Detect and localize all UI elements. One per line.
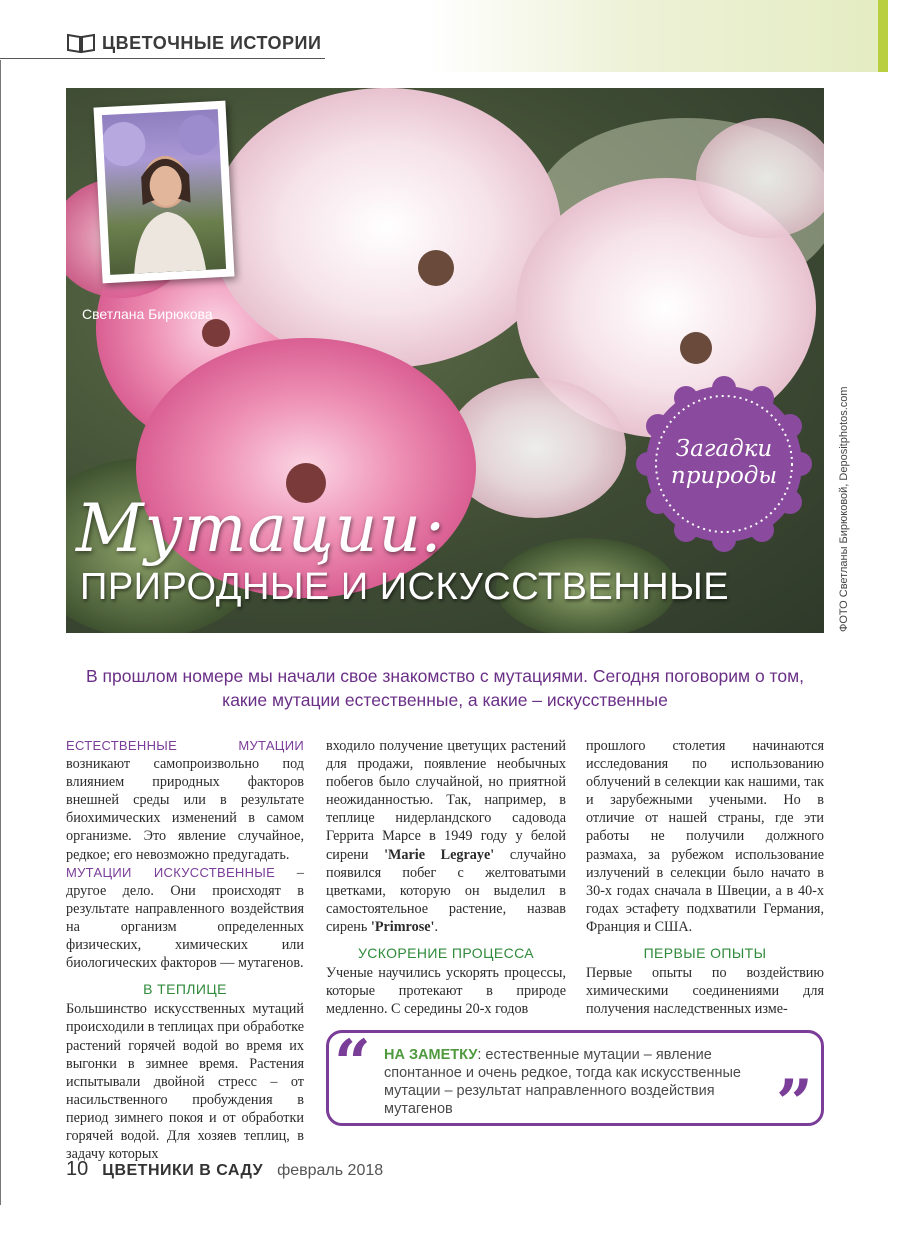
text: – другое дело. Они происходят в результате направленного воздействия на организм определенных физических, химических или биологических факторов — мутагенов. (66, 864, 305, 972)
lead-paragraph: В прошлом номере мы начали свое знакомство с мутациями. Сегодня поговорим о том, какие мутации естественные, а какие – искусственные (86, 666, 804, 710)
paragraph: Первые опыты по воздействию химическими соединениями для получения наследственных изме- (586, 965, 824, 1018)
text: возникают самопроизвольно под влиянием природных факторов внешней среды или в результате биохимических изменений в самом организме. Это явление случайное, редкое; его невозможно предугадать. (66, 756, 304, 863)
badge-line-2: природы (670, 463, 778, 489)
paragraph: Большинство искусственных мутаций происходили в теплицах при обработке растений горячей водой во время их выгонки в зимнее время. Растения испытывали двойной стресс – от насильственного пробуждения в период зимнего покоя и от обработки горячей водой. Для хозяев теплиц, в задачу которых (66, 1001, 304, 1163)
page-number: 10 (66, 1158, 89, 1180)
cultivar-name: 'Primrose' (370, 918, 435, 935)
author-photo (93, 101, 234, 284)
magazine-name: ЦВЕТНИКИ В САДУ (102, 1162, 264, 1179)
cultivar-name: 'Marie Legraye' (384, 846, 495, 863)
header-rule (0, 58, 325, 59)
paragraph: Ученые научились ускорять процессы, которые протекают в природе медленно. С середины 20-х годов (326, 965, 566, 1018)
keyword: ЕСТЕСТВЕННЫЕ МУТАЦИИ (66, 738, 304, 753)
note-label: НА ЗАМЕТКУ (384, 1047, 478, 1063)
paragraph: прошлого столетия начинаются исследования по использованию облучений в селекции как нашими, так и зарубежными учеными. Но в отличие от нашей страны, где эти работы не получили должного размаха, за рубежом использование излучений в селекции было начато в 30-х годах сначала в Швеции, а в 40-х годах эстафету подхватили Германия, Франция и США. (586, 738, 824, 935)
paragraph (326, 737, 566, 936)
quote-open-icon: “ (334, 1026, 371, 1101)
paragraph (66, 864, 304, 973)
author-photo-image (102, 109, 226, 275)
subheading: УСКОРЕНИЕ ПРОЦЕССА (357, 945, 535, 962)
section-tag (66, 32, 321, 54)
note-body: : естественные мутации – явление спонтанное и очень редкое, тогда как искусственные мутации – результат направленного воздействия мутагенов (384, 1047, 741, 1117)
note-text (384, 1046, 774, 1118)
quote-close-icon: ” (776, 1066, 813, 1141)
article-title-script: Мутации: (76, 490, 446, 567)
subheading: ПЕРВЫЕ ОПЫТЫ (643, 945, 767, 962)
text: входило получение цветущих растений для продажи, появление необычных побегов было случайной, но приятной неожиданностью. Так, например, в теплице нидерландского садовода Геррита Марсе в 1949 году у белой сирени (326, 738, 566, 863)
article-title-caps: ПРИРОДНЫЕ И ИСКУССТВЕННЫЕ (80, 566, 730, 608)
page-footer (66, 1158, 383, 1181)
badge-label (652, 436, 796, 490)
issue-date: февраль 2018 (277, 1162, 384, 1179)
page-edge-line (0, 60, 1, 1205)
photo-credit: ФОТО Светланы Бирюковой, Depositphotos.com (838, 386, 850, 632)
keyword: МУТАЦИИ ИСКУССТВЕННЫЕ (66, 864, 276, 880)
author-portrait-figure (102, 109, 226, 275)
text: . (434, 918, 438, 935)
header-stripe (878, 0, 888, 72)
section-title: ЦВЕТОЧНЫЕ ИСТОРИИ (102, 32, 322, 53)
text-column-1 (66, 737, 304, 1163)
paragraph (66, 737, 304, 864)
book-icon (66, 32, 96, 54)
badge-line-1: Загадки (675, 436, 773, 462)
text-column-2 (326, 737, 566, 1018)
author-name: Светлана Бирюкова (82, 306, 213, 322)
subheading: В ТЕПЛИЦЕ (143, 981, 227, 998)
text-column-3 (586, 737, 824, 1018)
text: случайно появился побег с желтоватыми цветками, которую он выделил в самостоятельное растение, назвав сирень (326, 846, 566, 935)
